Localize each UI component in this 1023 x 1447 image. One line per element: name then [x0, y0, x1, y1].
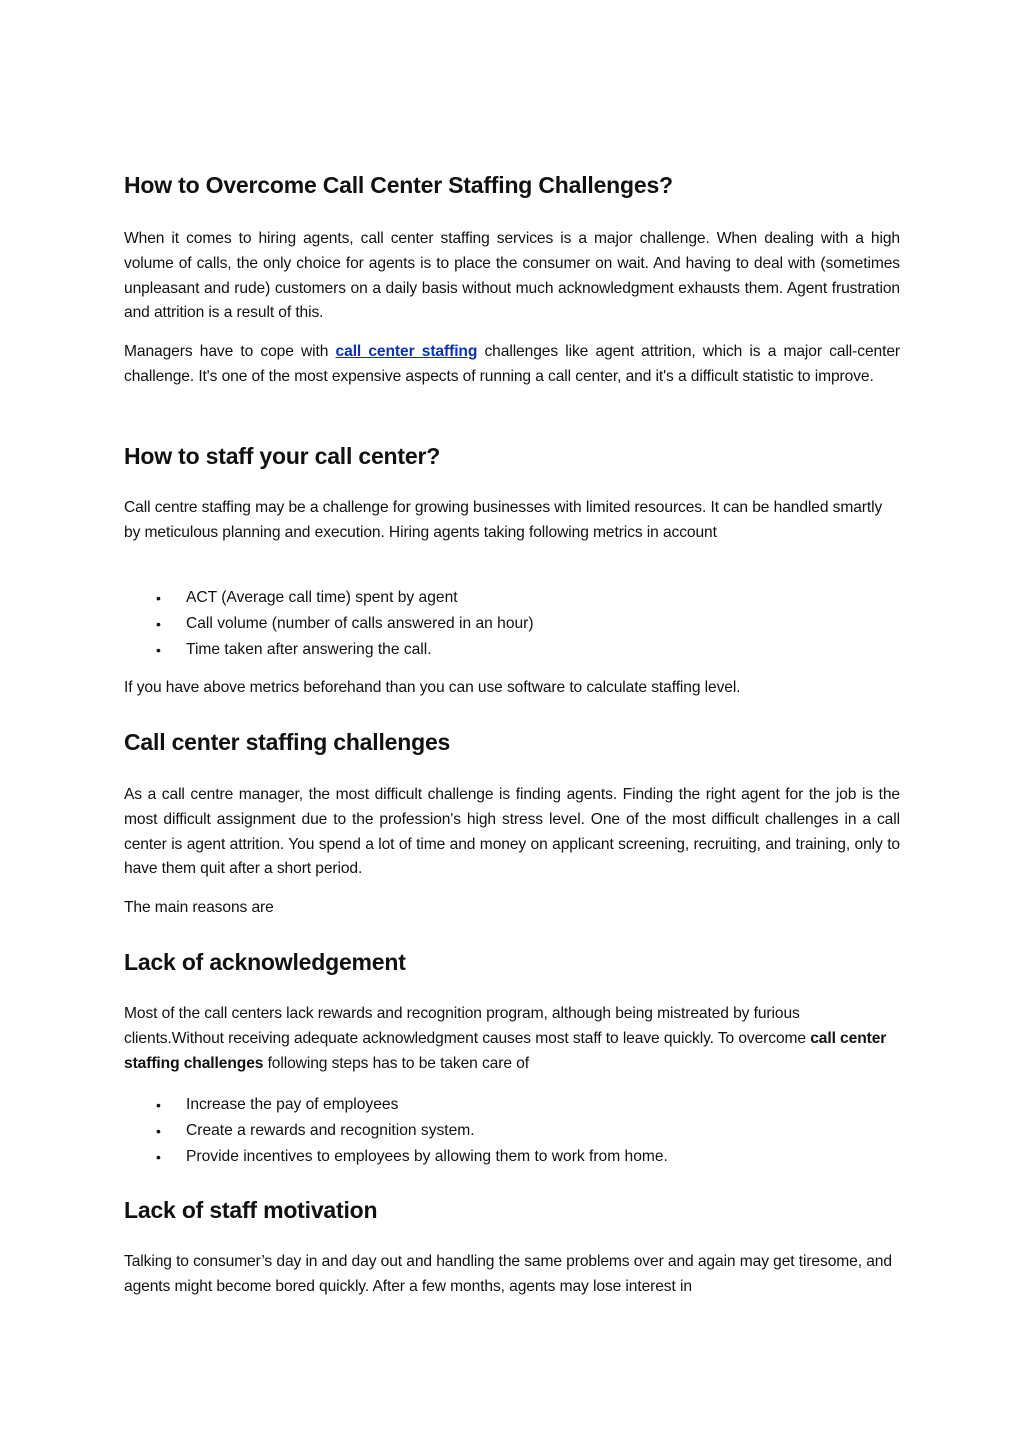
steps-list — [124, 1092, 900, 1170]
list-item — [124, 1118, 900, 1144]
main-reasons: The main reasons are — [124, 899, 274, 916]
intro-paragraph-1: When it comes to hiring agents, call center staffing services is a major challenge. When dealing with a high volume of calls, the only choice for agents is to place the consumer on wait. And having to deal with (sometimes unpleasant and rude) customers on a daily basis without much acknowledgment exhausts them. Agent frustration and attrition is a result of this. — [124, 230, 900, 322]
bullet-icon: • — [156, 616, 161, 632]
list-item-text: Create a rewards and recognition system. — [186, 1122, 475, 1139]
bullet-icon: • — [156, 1123, 161, 1139]
metrics-list — [124, 585, 900, 663]
bold-phrase: call center staffing challenges — [124, 1029, 887, 1072]
list-item — [124, 585, 900, 611]
heading-staffing-challenges: Call center staffing challenges — [124, 729, 451, 755]
acknowledgement-paragraph-end: following steps has to be taken care of — [263, 1054, 529, 1072]
list-item — [124, 1092, 900, 1118]
staff-paragraph: Call centre staffing may be a challenge for growing businesses with limited resources. It can be handled smartly by meticulous planning and execution. Hiring agents taking following metrics in account — [124, 499, 883, 541]
list-item-text: Time taken after answering the call. — [186, 641, 432, 658]
acknowledgement-paragraph — [124, 1002, 900, 1076]
bullet-icon: • — [156, 642, 161, 658]
list-item-text: Increase the pay of employees — [186, 1096, 399, 1113]
list-item-text: Call volume (number of calls answered in an hour) — [186, 615, 534, 632]
challenges-paragraph: As a call centre manager, the most difficult challenge is finding agents. Finding the right agent for the job is the most difficult assignment due to the profession's high stress level. One of the most difficult challenges in a call center is agent attrition. You spend a lot of time and money on applicant screening, recruiting, and training, only to have them quit after a short period. — [124, 786, 900, 878]
bullet-icon: • — [156, 1097, 161, 1113]
list-item — [124, 637, 900, 663]
list-item-text: Provide incentives to employees by allowing them to work from home. — [186, 1148, 668, 1165]
bullet-icon: • — [156, 1149, 161, 1165]
metrics-followup: If you have above metrics beforehand than you can use software to calculate staffing level. — [124, 679, 741, 696]
intro-paragraph-2-start: Managers have to cope with — [124, 343, 336, 360]
heading-how-to-staff: How to staff your call center? — [124, 443, 441, 469]
intro-paragraph-2 — [124, 340, 900, 390]
bullet-icon: • — [156, 590, 161, 606]
list-item — [124, 1144, 900, 1170]
list-item-text: ACT (Average call time) spent by agent — [186, 589, 458, 606]
page-title: How to Overcome Call Center Staffing Challenges? — [124, 172, 673, 198]
acknowledgement-paragraph-start: Most of the call centers lack rewards and recognition program, although being mistreated by furious clients.Without receiving adequate acknowledgment causes most staff to leave quickly. To overcome — [124, 1005, 811, 1047]
intro-paragraph-2-end: challenges like agent attrition, which is a major call-center challenge. It's one of the most expensive aspects of running a call center, and it's a difficult statistic to improve. — [124, 343, 900, 385]
heading-lack-of-acknowledgement: Lack of acknowledgement — [124, 949, 406, 975]
motivation-paragraph: Talking to consumer’s day in and day out and handling the same problems over and again may get tiresome, and agents might become bored quickly. After a few months, agents may lose interest in — [124, 1253, 892, 1295]
list-item — [124, 611, 900, 637]
call-center-staffing-link[interactable]: call center staffing — [335, 343, 478, 360]
heading-lack-of-motivation: Lack of staff motivation — [124, 1197, 378, 1223]
